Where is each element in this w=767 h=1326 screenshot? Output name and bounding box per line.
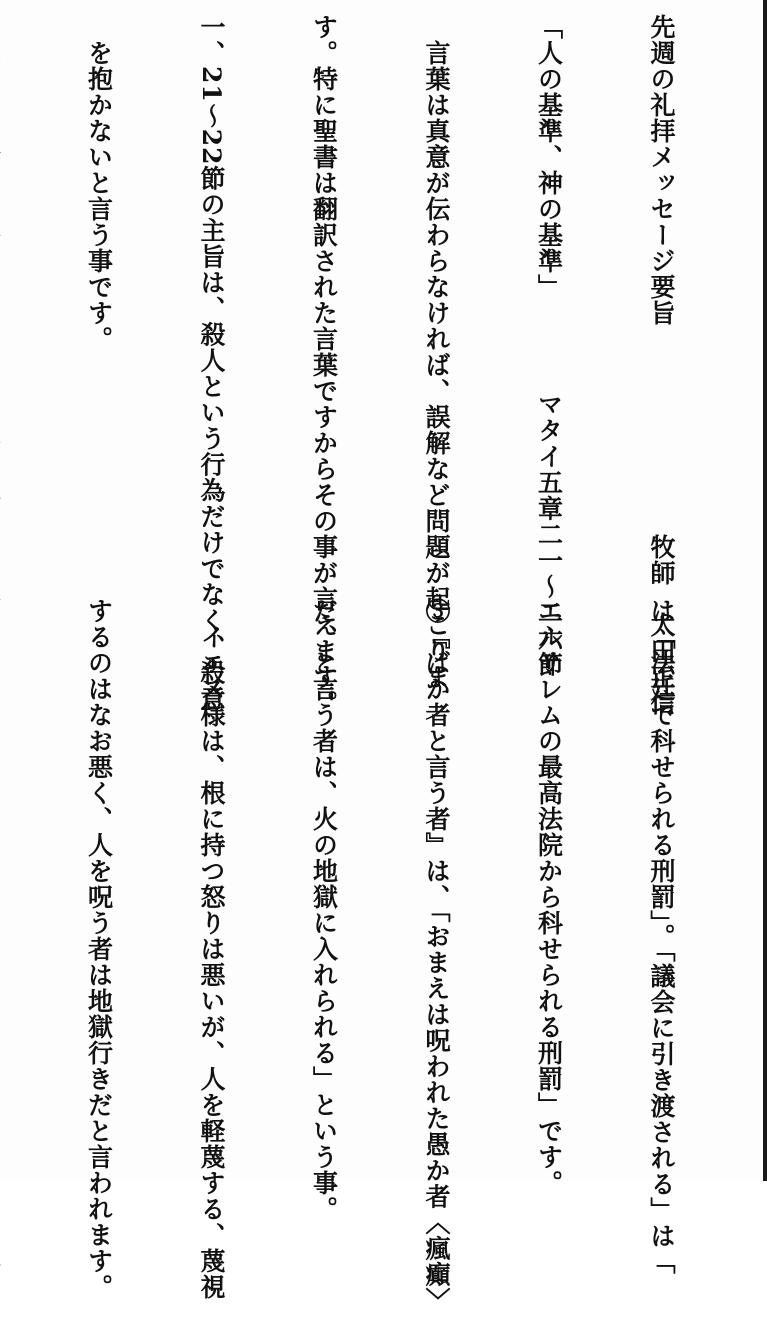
text-line: す。特に聖書は翻訳された言葉ですからその事が言えます。 xyxy=(309,14,339,716)
text-line: 一、21～22節の主旨は、殺人という行為だけでなく、殺意 xyxy=(197,14,226,712)
text-line: エルサレムの最高法院から科せられる刑罰」です。 xyxy=(534,598,564,1196)
message-summary-top-section xyxy=(20,14,755,716)
text-line: するのはなお悪く、人を呪う者は地獄行きだと言われます。 xyxy=(84,598,114,1300)
text-line xyxy=(0,598,5,1166)
text-line: は「法廷で科せられる刑罰」。「議会に引き渡される」は「 xyxy=(647,598,676,1275)
text-line: を抱かないと言う事です。 xyxy=(84,14,114,352)
text-line: ③『ばか者と言う者』は、「おまえは呪われた愚か者〈瘋癲〉 xyxy=(422,598,451,1314)
page-edge-line xyxy=(763,0,767,1181)
message-summary-bottom-section xyxy=(20,598,755,1314)
text-line: イエス様は、根に持つ怒りは悪いが、人を軽蔑する、蔑視 xyxy=(197,598,226,1300)
text-line: だ、と言う者は、火の地獄に入れられる」という事。 xyxy=(309,598,339,1222)
text-line: 先週の礼拝メッセージ要旨 牧師 太田正信 xyxy=(647,14,676,716)
text-line: 「人の基準、神の基準」 マタイ五章二一～二六節 xyxy=(534,14,564,678)
text-line: 言葉は真意が伝わらなければ、誤解など問題が起こりま xyxy=(422,14,451,690)
text-line xyxy=(0,14,5,574)
section-divider xyxy=(0,584,767,585)
